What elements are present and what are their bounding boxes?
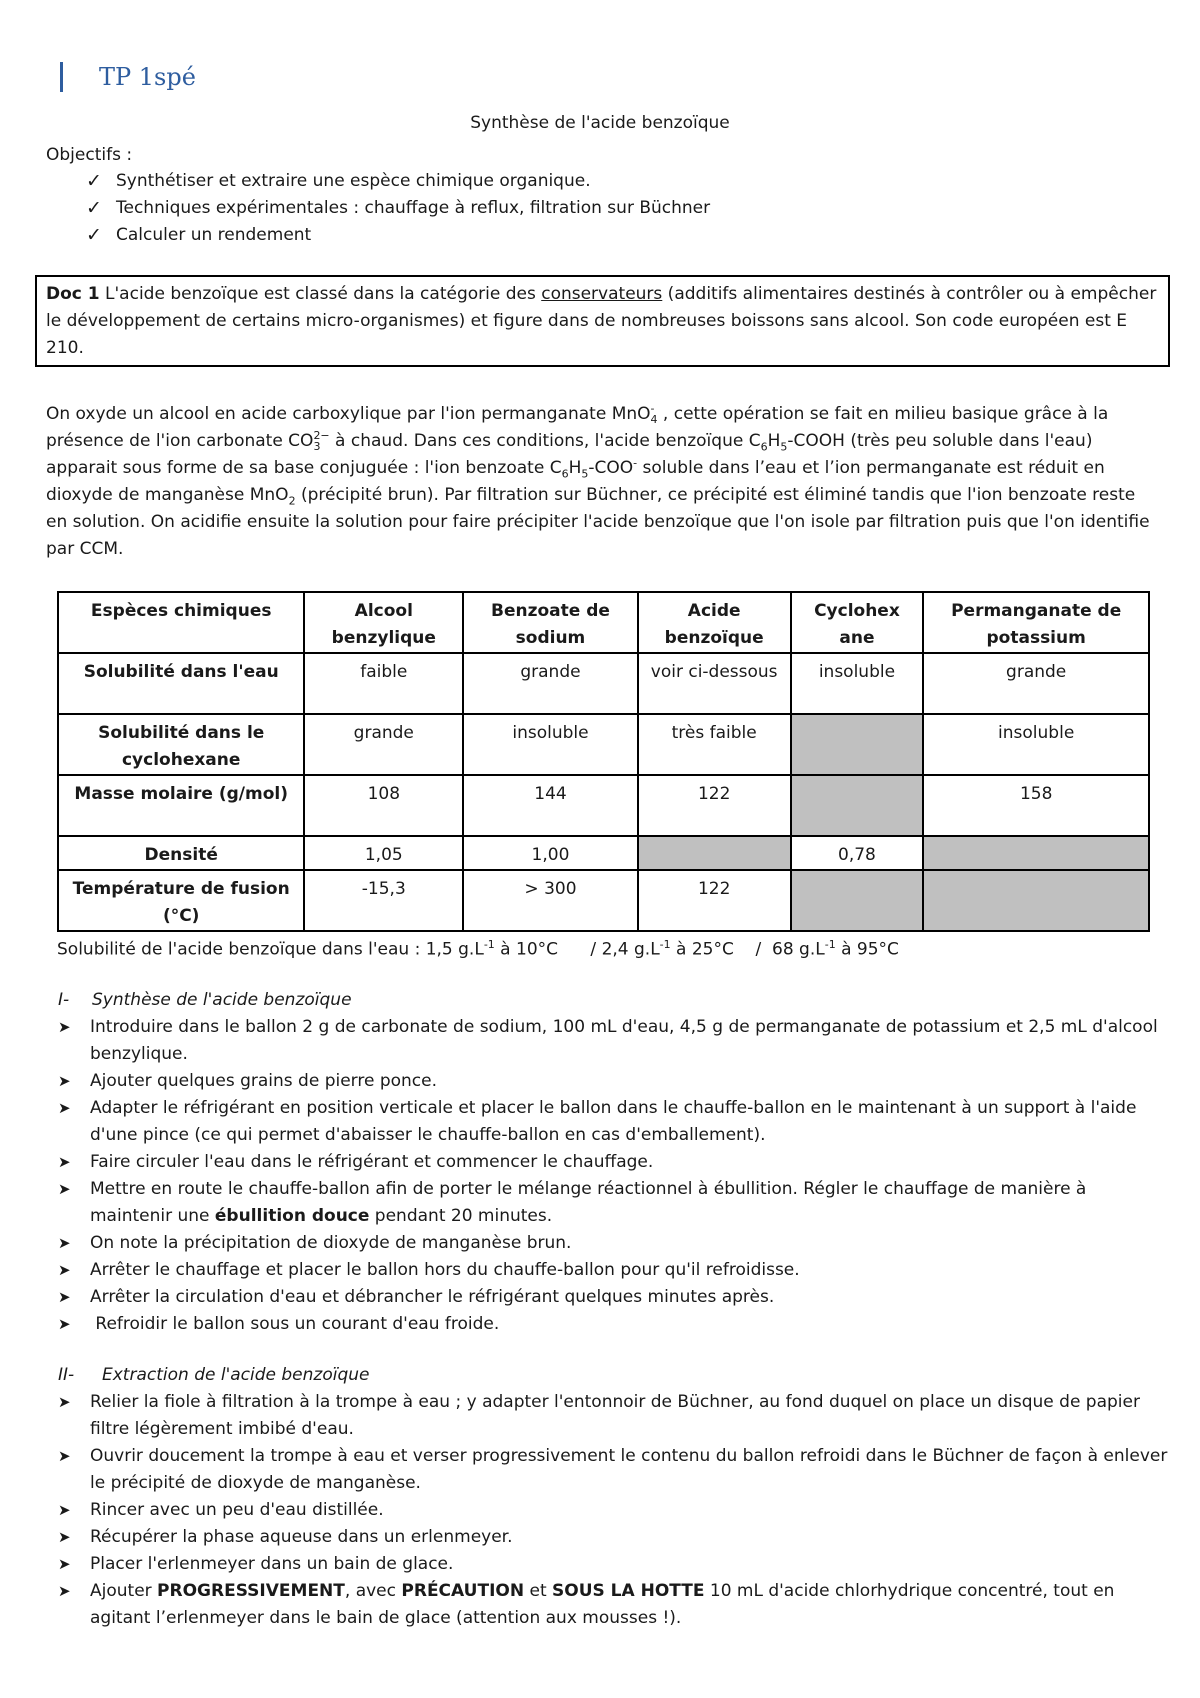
table-header-cell: Permanganate de potassium [923, 592, 1149, 653]
checkmark-icon: ✓ [86, 170, 102, 192]
list-item: ➤ Adapter le réfrigérant en position verticale et placer le ballon dans le chauffe-ballon en le maintenant à un support à l'aide d'une pince (ce qui permet d'abaisser le chauffe-ballon en cas d'emballement). [58, 1095, 1168, 1149]
section-extraction [58, 1362, 1168, 1632]
table-cell: grande [304, 714, 463, 775]
arrow-bullet-icon: ➤ [58, 1315, 71, 1333]
checkmark-icon: ✓ [86, 197, 102, 219]
table-row-header: Solubilité dans le cyclohexane [58, 714, 304, 775]
table-cell-empty [638, 836, 791, 870]
table-cell: insoluble [463, 714, 638, 775]
table-row-header: Densité [58, 836, 304, 870]
list-item: ➤ Rincer avec un peu d'eau distillée. [58, 1497, 1168, 1524]
table-cell-empty [791, 775, 924, 836]
table-cell: 0,78 [791, 836, 924, 870]
doc1-underlined-term: conservateurs [541, 284, 663, 304]
list-item: ➤ Récupérer la phase aqueuse dans un erlenmeyer. [58, 1524, 1168, 1551]
arrow-bullet-icon: ➤ [58, 1288, 71, 1306]
list-item: ➤ Ajouter PROGRESSIVEMENT, avec PRÉCAUTION et SOUS LA HOTTE 10 mL d'acide chlorhydrique concentré, tout en agitant l’erlenmeyer dans le bain de glace (attention aux mousses !). [58, 1578, 1168, 1632]
list-item: ➤ Placer l'erlenmeyer dans un bain de glace. [58, 1551, 1168, 1578]
table-header-cell: Espèces chimiques [58, 592, 304, 653]
intro-paragraph: On oxyde un alcool en acide carboxylique par l'ion permanganate MnO - 4 , cette opération se fait en milieu basique grâce à la présence de l'ion carbonate CO 2− 3 à chaud. Dans ces conditions, l'acide benzoïque $C_6H_5$-COOH (très peu soluble dans l'eau) apparait sous forme de sa base conjuguée : l'ion benzoate $C_6H_5-COO^-$ soluble dans l’eau et l’ion permanganate est réduit en dioxyde de manganèse MnO$_2$ (précipité brun). Par filtration sur Büchner, ce précipité est éliminé tandis que l'ion benzoate reste en solution. On acidifie ensuite la solution pour faire précipiter l'acide benzoïque que l'on isole par filtration puis que l'on identifie par CCM. [46, 402, 1150, 559]
table-row [58, 653, 1149, 714]
table-cell: insoluble [923, 714, 1149, 775]
list-item: ➤ On note la précipitation de dioxyde de manganèse brun. [58, 1230, 1168, 1257]
arrow-bullet-icon: ➤ [58, 1261, 71, 1279]
table-cell: 158 [923, 775, 1149, 836]
checkmark-icon: ✓ [86, 224, 102, 246]
arrow-bullet-icon: ➤ [58, 1501, 71, 1519]
section-title: II- Extraction de l'acide benzoïque [58, 1365, 370, 1385]
table-header-cell: Alcool benzylique [304, 592, 463, 653]
table-header-cell: Acide benzoïque [638, 592, 791, 653]
table-cell: 1,05 [304, 836, 463, 870]
table-cell: insoluble [791, 653, 924, 714]
list-item: ➤ Ouvrir doucement la trompe à eau et verser progressivement le contenu du ballon refroidi dans le Büchner de façon à enlever le précipité de dioxyde de manganèse. [58, 1443, 1168, 1497]
list-item: ➤ Relier la fiole à filtration à la trompe à eau ; y adapter l'entonnoir de Büchner, au fond duquel on place un disque de papier filtre légèrement imbibé d'eau. [58, 1389, 1168, 1443]
arrow-bullet-icon: ➤ [58, 1153, 71, 1171]
table-cell-empty [923, 870, 1149, 931]
arrow-bullet-icon: ➤ [58, 1447, 71, 1465]
table-header-cell: Benzoate de sodium [463, 592, 638, 653]
table-cell: 122 [638, 870, 791, 931]
arrow-bullet-icon: ➤ [58, 1099, 71, 1117]
list-item: ➤ Faire circuler l'eau dans le réfrigérant et commencer le chauffage. [58, 1149, 1168, 1176]
ion-charge-stack: 2− 3 [313, 429, 330, 453]
table-cell: voir ci-dessous [638, 653, 791, 714]
list-item: ➤ Introduire dans le ballon 2 g de carbonate de sodium, 100 mL d'eau, 4,5 g de permanganate de potassium et 2,5 mL d'alcool benzylique. [58, 1014, 1168, 1068]
arrow-bullet-icon: ➤ [58, 1555, 71, 1573]
table-cell-empty [923, 836, 1149, 870]
ion-charge-stack: - 4 [650, 402, 658, 426]
arrow-bullet-icon: ➤ [58, 1582, 71, 1600]
table-row [58, 836, 1149, 870]
arrow-bullet-icon: ➤ [58, 1072, 71, 1090]
table-cell: 108 [304, 775, 463, 836]
list-item: ➤ Ajouter quelques grains de pierre ponce. [58, 1068, 1168, 1095]
table-row-header: Solubilité dans l'eau [58, 653, 304, 714]
header-accent-bar [60, 62, 63, 92]
table-row-header: Masse molaire (g/mol) [58, 775, 304, 836]
table-cell: -15,3 [304, 870, 463, 931]
arrow-bullet-icon: ➤ [58, 1393, 71, 1411]
table-cell: 144 [463, 775, 638, 836]
doc1-box: Doc 1 L'acide benzoïque est classé dans la catégorie des conservateurs (additifs alimentaires destinés à contrôler ou à empêcher le développement de certains micro-organismes) et figure dans de nombreuses boissons sans alcool. Son code européen est E 210. [35, 275, 1170, 367]
objective-item: ✓ Synthétiser et extraire une espèce chimique organique. [46, 168, 1146, 195]
list-item: ➤ Refroidir le ballon sous un courant d'eau froide. [58, 1311, 1168, 1338]
arrow-bullet-icon: ➤ [58, 1018, 71, 1036]
table-cell: grande [463, 653, 638, 714]
arrow-bullet-icon: ➤ [58, 1528, 71, 1546]
table-cell: faible [304, 653, 463, 714]
objectives [46, 142, 1146, 249]
table-cell: 122 [638, 775, 791, 836]
properties-table [57, 591, 1150, 932]
arrow-bullet-icon: ➤ [58, 1180, 71, 1198]
table-cell-empty [791, 870, 924, 931]
table-row-header: Température de fusion (°C) [58, 870, 304, 931]
table-row [58, 714, 1149, 775]
table-cell: grande [923, 653, 1149, 714]
table-row [58, 870, 1149, 931]
list-item: ➤ Arrêter le chauffage et placer le ballon hors du chauffe-ballon pour qu'il refroidisse. [58, 1257, 1168, 1284]
table-cell: 1,00 [463, 836, 638, 870]
list-item: ➤ Mettre en route le chauffe-ballon afin de porter le mélange réactionnel à ébullition. Régler le chauffage de manière à maintenir une ébullition douce pendant 20 minutes. [58, 1176, 1168, 1230]
objectives-heading: Objectifs : [46, 145, 133, 165]
solubility-note: Solubilité de l'acide benzoïque dans l'eau : 1,5 $g.L^{-1}$ à 10°C / 2,4 $g.L^{-1}$ à 25°C / 68 $g.L^{-1}$ à 95°C [57, 938, 899, 960]
table-cell: > 300 [463, 870, 638, 931]
table-row [58, 775, 1149, 836]
objective-item: ✓ Techniques expérimentales : chauffage à reflux, filtration sur Büchner [46, 195, 1146, 222]
objective-item: ✓ Calculer un rendement [46, 222, 1146, 249]
document-title: Synthèse de l'acide benzoïque [470, 113, 730, 133]
table-header-cell: Cyclohex ane [791, 592, 924, 653]
header [60, 60, 196, 94]
arrow-bullet-icon: ➤ [58, 1234, 71, 1252]
table-cell: très faible [638, 714, 791, 775]
list-item: ➤ Arrêter la circulation d'eau et débrancher le réfrigérant quelques minutes après. [58, 1284, 1168, 1311]
doc1-label: Doc 1 [46, 284, 100, 304]
table-header-row [58, 592, 1149, 653]
section-title: I- Synthèse de l'acide benzoïque [58, 990, 352, 1010]
table-cell-empty [791, 714, 924, 775]
section-synthesis [58, 987, 1168, 1338]
header-title: TP 1spé [99, 63, 196, 91]
